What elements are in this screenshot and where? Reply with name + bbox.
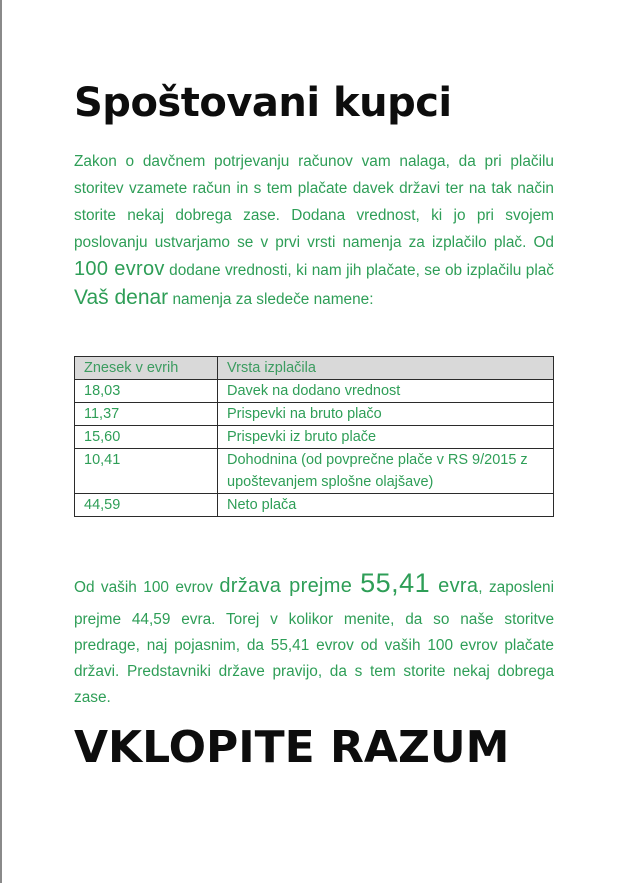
cell-type: Dohodnina (od povprečne plače v RS 9/2015 z upoštevanjem splošne olajšave) bbox=[218, 449, 554, 494]
table-row bbox=[75, 403, 554, 426]
cell-type: Prispevki na bruto plačo bbox=[218, 403, 554, 426]
column-header-amount: Znesek v evrih bbox=[75, 357, 218, 380]
table-header-row bbox=[75, 357, 554, 380]
outro-paragraph bbox=[74, 564, 554, 711]
table-row bbox=[75, 494, 554, 517]
cell-type: Prispevki iz bruto plače bbox=[218, 426, 554, 449]
cell-type: Davek na dodano vrednost bbox=[218, 380, 554, 403]
outro-emphasis-state: država prejme bbox=[219, 575, 361, 597]
payout-table bbox=[74, 356, 554, 517]
outro-emphasis-unit: evra bbox=[430, 575, 479, 597]
slogan-heading: VKLOPITE RAZUM bbox=[74, 722, 510, 773]
cell-amount: 44,59 bbox=[75, 494, 218, 517]
intro-text-3: namenja za sledeče namene: bbox=[168, 291, 374, 308]
column-header-type: Vrsta izplačila bbox=[218, 357, 554, 380]
intro-emphasis-money: Vaš denar bbox=[74, 286, 169, 309]
table-row bbox=[75, 449, 554, 494]
cell-amount: 10,41 bbox=[75, 449, 218, 494]
intro-text-1: Zakon o davčnem potrjevanju računov vam nalaga, da pri plačilu storitev vzamete račun in s tem plačate davek državi ter na tak način storite nekaj dobrega zase. Dodana vrednost, ki jo pri svojem poslovanju ustvarjamo se v prvi vrsti namenja za izplačilo plač. Od bbox=[74, 153, 554, 251]
intro-text-2: dodane vrednosti, ki nam jih plačate, se ob izplačilu plač bbox=[164, 262, 554, 279]
page-left-border bbox=[0, 0, 2, 883]
intro-paragraph bbox=[74, 148, 554, 313]
table-row bbox=[75, 380, 554, 403]
outro-emphasis-amount: 55,41 bbox=[360, 568, 431, 598]
cell-amount: 11,37 bbox=[75, 403, 218, 426]
cell-type: Neto plača bbox=[218, 494, 554, 517]
cell-amount: 18,03 bbox=[75, 380, 218, 403]
intro-emphasis-amount: 100 evrov bbox=[74, 258, 165, 280]
cell-amount: 15,60 bbox=[75, 426, 218, 449]
outro-text-2: , zaposleni prejme 44,59 evra. Torej v kolikor menite, da so naše storitve predrage, naj pojasnim, da 55,41 evrov od vaših 100 evrov plačate državi. Predstavniki države pravijo, da s tem storite nekaj dobrega zase. bbox=[74, 579, 554, 706]
outro-text-1: Od vaših 100 evrov bbox=[74, 579, 220, 596]
page-title: Spoštovani kupci bbox=[74, 80, 452, 126]
table-row bbox=[75, 426, 554, 449]
